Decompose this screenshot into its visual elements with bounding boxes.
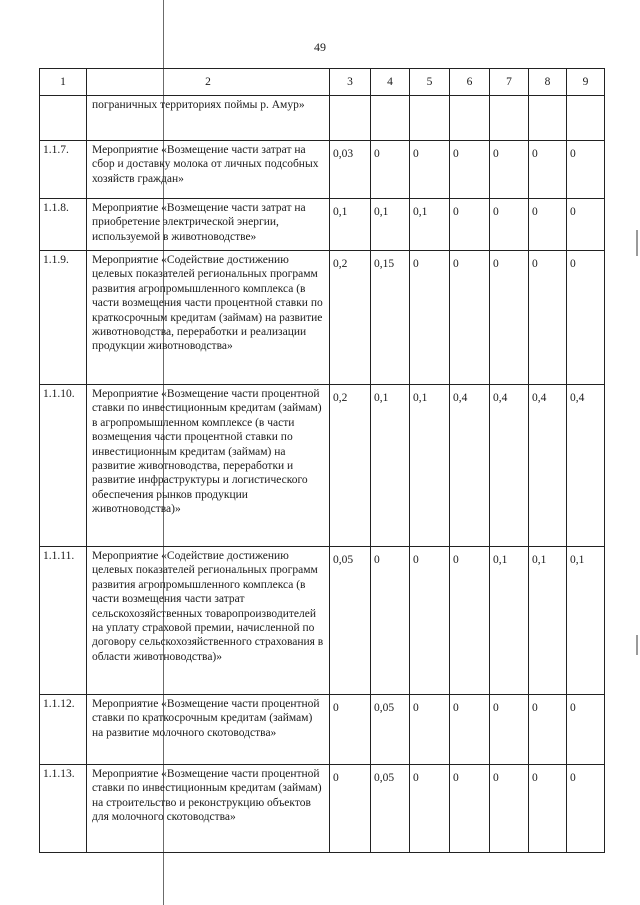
value-cell: 0 [490, 695, 529, 765]
value-cell: 0 [330, 695, 371, 765]
table-row [40, 141, 605, 199]
table-row [40, 385, 605, 547]
value-cell: 0,1 [410, 385, 450, 547]
row-description: Мероприятие «Возмещение части процентной ставки по инвестиционным кредитам (займам) на строительство и реконструкцию объектов для молочного скотоводства» [87, 765, 330, 853]
value-cell: 0,1 [371, 199, 410, 251]
value-cell: 0 [450, 199, 490, 251]
value-cell: 0,1 [490, 547, 529, 695]
row-number: 1.1.10. [40, 385, 87, 547]
value-cell: 0,05 [371, 695, 410, 765]
row-description: Мероприятие «Содействие достижению целевых показателей региональных программ развития агропромышленного комплекса (в части возмещения части затрат сельскохозяйственных товаропроизводителей на уплату страховой премии, начисленной по договору сельскохозяйственного страхования в области животноводства)» [87, 547, 330, 695]
value-cell: 0,1 [410, 199, 450, 251]
value-cell: 0 [410, 251, 450, 385]
table-row [40, 199, 605, 251]
value-cell: 0,15 [371, 251, 410, 385]
value-cell: 0 [529, 765, 567, 853]
row-description: Мероприятие «Возмещение части процентной ставки по краткосрочным кредитам (займам) на развитие молочного скотоводства» [87, 695, 330, 765]
value-cell: 0 [490, 765, 529, 853]
value-cell: 0 [490, 199, 529, 251]
row-number: 1.1.9. [40, 251, 87, 385]
value-cell: 0 [490, 251, 529, 385]
value-cell: 0,4 [450, 385, 490, 547]
value-cell: 0 [410, 695, 450, 765]
value-cell: 0,03 [330, 141, 371, 199]
value-cell: 0,05 [371, 765, 410, 853]
table-row [40, 695, 605, 765]
value-cell: 0 [529, 141, 567, 199]
value-cell: 0,1 [529, 547, 567, 695]
header-row [40, 69, 605, 96]
value-cell: 0 [567, 765, 605, 853]
column-header: 9 [567, 69, 605, 96]
value-cell: 0 [567, 695, 605, 765]
row-description: Мероприятие «Содействие достижению целевых показателей региональных программ развития агропромышленного комплекса (в части возмещения части процентной ставки по краткосрочным кредитам (займам) на развитие животноводства, переработки и реализации продукции животноводства» [87, 251, 330, 385]
column-header: 2 [87, 69, 330, 96]
column-header: 3 [330, 69, 371, 96]
row-description: пограничных территориях поймы р. Амур» [87, 96, 330, 141]
value-cell [450, 96, 490, 141]
value-cell: 0 [529, 199, 567, 251]
value-cell: 0 [450, 251, 490, 385]
value-cell: 0 [450, 695, 490, 765]
value-cell: 0,4 [490, 385, 529, 547]
table-row [40, 765, 605, 853]
value-cell: 0,2 [330, 251, 371, 385]
value-cell [529, 96, 567, 141]
row-description: Мероприятие «Возмещение части процентной ставки по инвестиционным кредитам (займам) в агропромышленном комплексе (в части возмещения части процентной ставки по инвестиционным кредитам (займам) на развитие животноводства, переработки и развитие инфраструктуры и логистического обеспечения рынков продукции животноводства)» [87, 385, 330, 547]
value-cell: 0,05 [330, 547, 371, 695]
table-row [40, 547, 605, 695]
value-cell: 0 [450, 141, 490, 199]
value-cell [567, 96, 605, 141]
value-cell: 0 [410, 765, 450, 853]
row-description: Мероприятие «Возмещение части затрат на приобретение электрической энергии, используемой в животноводстве» [87, 199, 330, 251]
indicators-table [39, 68, 605, 853]
column-header: 4 [371, 69, 410, 96]
value-cell: 0 [450, 547, 490, 695]
value-cell: 0 [410, 141, 450, 199]
value-cell: 0 [567, 141, 605, 199]
column-header: 5 [410, 69, 450, 96]
page-number: 49 [314, 40, 326, 54]
value-cell: 0,2 [330, 385, 371, 547]
value-cell [330, 96, 371, 141]
row-number: 1.1.7. [40, 141, 87, 199]
column-header: 7 [490, 69, 529, 96]
table-row [40, 251, 605, 385]
scan-edge-mark [636, 635, 638, 655]
row-number: 1.1.8. [40, 199, 87, 251]
value-cell: 0 [529, 251, 567, 385]
value-cell: 0 [371, 141, 410, 199]
column-header: 6 [450, 69, 490, 96]
value-cell: 0,1 [330, 199, 371, 251]
value-cell: 0,1 [567, 547, 605, 695]
value-cell [410, 96, 450, 141]
row-description: Мероприятие «Возмещение части затрат на сбор и доставку молока от личных подсобных хозяйств граждан» [87, 141, 330, 199]
row-number: 1.1.11. [40, 547, 87, 695]
value-cell [490, 96, 529, 141]
value-cell: 0,4 [567, 385, 605, 547]
value-cell: 0 [567, 199, 605, 251]
value-cell: 0,4 [529, 385, 567, 547]
value-cell [371, 96, 410, 141]
value-cell: 0 [490, 141, 529, 199]
value-cell: 0 [529, 695, 567, 765]
value-cell: 0 [410, 547, 450, 695]
value-cell: 0,1 [371, 385, 410, 547]
value-cell: 0 [450, 765, 490, 853]
column-header: 8 [529, 69, 567, 96]
column-header: 1 [40, 69, 87, 96]
value-cell: 0 [330, 765, 371, 853]
table-row [40, 96, 605, 141]
scan-edge-mark [636, 230, 638, 256]
value-cell: 0 [567, 251, 605, 385]
row-number: 1.1.13. [40, 765, 87, 853]
row-number: 1.1.12. [40, 695, 87, 765]
value-cell: 0 [371, 547, 410, 695]
row-number [40, 96, 87, 141]
